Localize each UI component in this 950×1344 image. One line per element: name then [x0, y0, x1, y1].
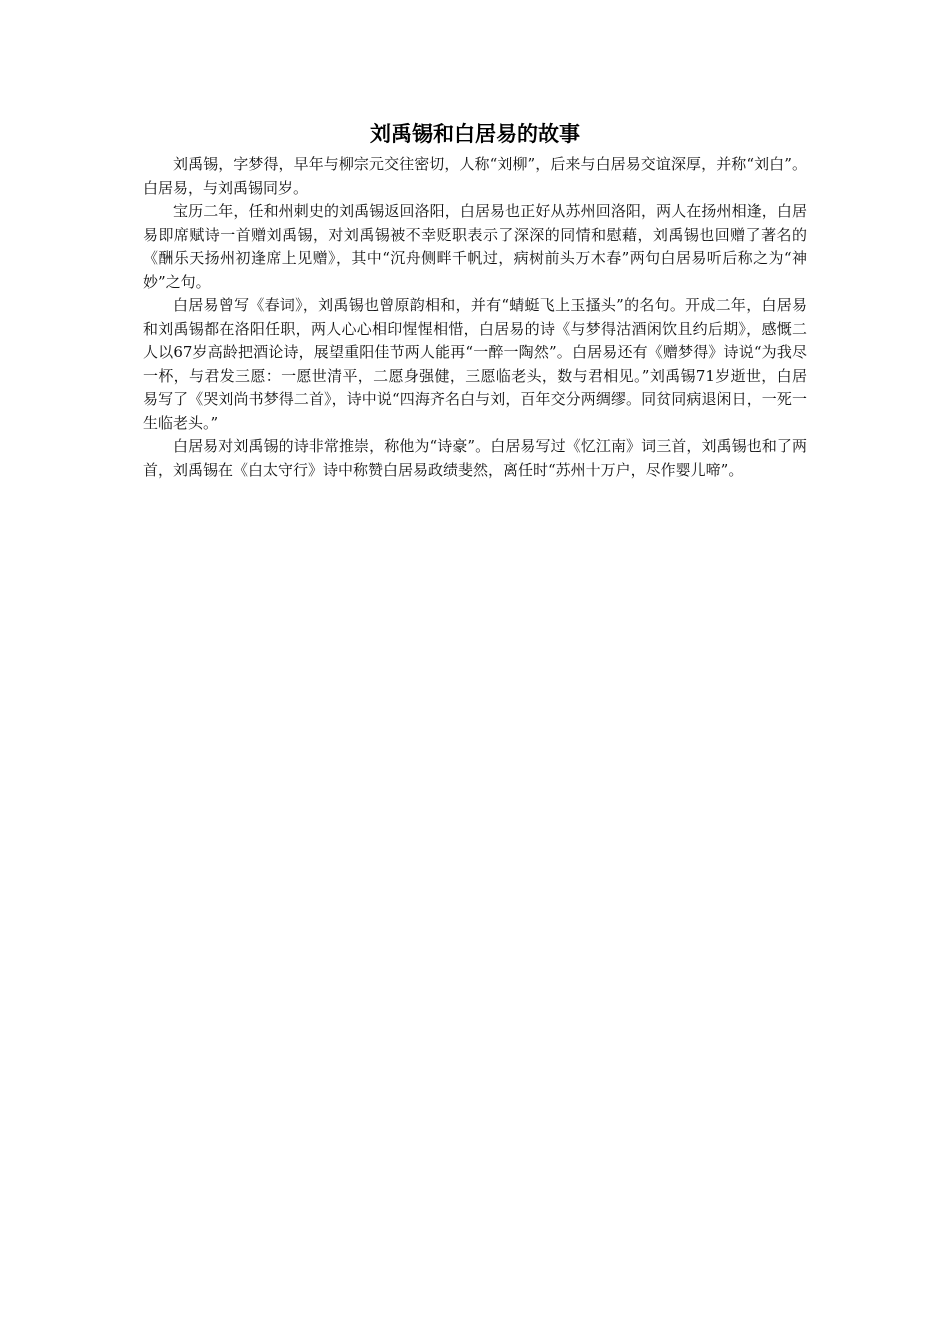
document-body — [143, 119, 807, 482]
paragraph-mutual-praise: 白居易对刘禹锡的诗非常推崇，称他为“诗豪”。白居易写过《忆江南》词三首，刘禹锡也和了两首，刘禹锡在《白太守行》诗中称赞白居易政绩斐然，离任时“苏州十万户，尽作婴儿啼”。 — [143, 437, 807, 479]
paragraph-luoyang-friendship: 白居易曾写《春词》，刘禹锡也曾原韵相和，并有“蜻蜓飞上玉搔头”的名句。开成二年，白居易和刘禹锡都在洛阳任职，两人心心相印惺惺相惜，白居易的诗《与梦得沽酒闲饮且约后期》，感慨二人以67岁高龄把酒论诗，展望重阳佳节两人能再“一醉一陶然”。白居易还有《赠梦得》诗说“为我尽一杯，与君发三愿：一愿世清平，二愿身强健，三愿临老头，数与君相见。”刘禹锡71岁逝世，白居易写了《哭刘尚书梦得二首》，诗中说“四海齐名白与刘，百年交分两绸缪。同贫同病退闲日，一死一生临老头。” — [143, 296, 807, 432]
document-title: 刘禹锡和白居易的故事 — [370, 122, 580, 146]
paragraph-intro: 刘禹锡，字梦得，早年与柳宗元交往密切，人称“刘柳”，后来与白居易交谊深厚，并称“刘白”。白居易，与刘禹锡同岁。 — [143, 155, 807, 197]
paragraph-yangzhou-meeting: 宝历二年，任和州刺史的刘禹锡返回洛阳，白居易也正好从苏州回洛阳，两人在扬州相逢，白居易即席赋诗一首赠刘禹锡，对刘禹锡被不幸贬职表示了深深的同情和慰藉，刘禹锡也回赠了著名的《酬乐天扬州初逢席上见赠》，其中“沉舟侧畔千帆过，病树前头万木春”两句白居易听后称之为“神妙”之句。 — [143, 202, 807, 291]
